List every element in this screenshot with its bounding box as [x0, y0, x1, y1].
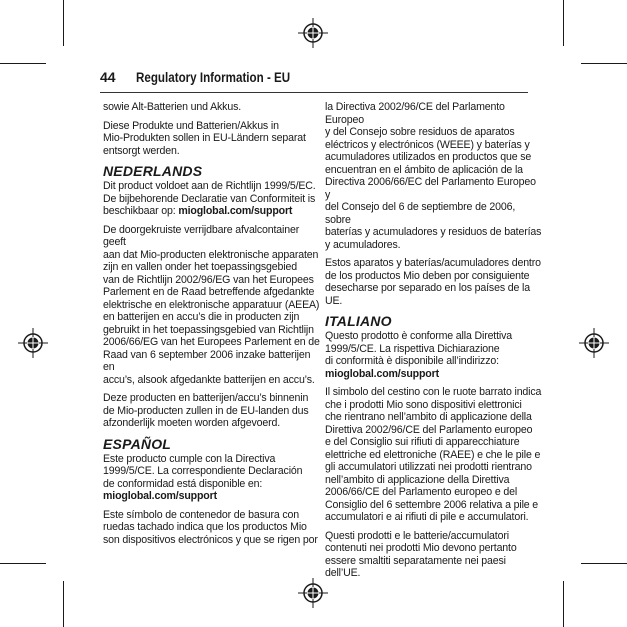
italian-conformity-paragraph: [325, 330, 543, 380]
spanish-paragraph: Estos aparatos y baterías/acumuladores dentro de los productos Mio deben por consiguiente desecharse por separado en los países de la UE.: [325, 257, 541, 307]
page-title: Regulatory Information - EU: [136, 69, 291, 85]
registration-mark-icon: [579, 328, 609, 358]
german-paragraph: sowie Alt-Batterien und Akkus.: [103, 101, 242, 113]
header-divider: [100, 92, 528, 93]
section-heading-nederlands: NEDERLANDS: [103, 163, 203, 179]
page-number: 44: [100, 69, 116, 85]
registration-mark-icon: [298, 578, 328, 608]
left-column: [103, 101, 321, 552]
page-header: [100, 66, 520, 88]
section-heading-italiano: ITALIANO: [325, 313, 392, 329]
crop-mark: [0, 63, 46, 64]
spanish-paragraph: la Directiva 2002/96/CE del Parlamento Europeo y del Consejo sobre residuos de aparatos eléctricos y electrónicos (WEEE) y baterías y acumuladores utilizados en productos que se encuentran en el ámbito de aplicación de la Directiva 2006/66/EC del Parlamento Europeo y del Consejo del 6 de septiembre de 2006, sobre baterías y acumuladores y residuos de baterías y acumuladores.: [325, 101, 542, 251]
italian-paragraph: Questi prodotti e le batterie/accumulatori contenuti nei prodotti Mio devono pertanto essere smaltiti separatamente nei paesi dell’UE.: [325, 529, 517, 579]
dutch-paragraph: De doorgekruiste verrijdbare afvalcontainer geeft aan dat Mio-producten elektronische apparaten zijn en vallen onder het toepassingsgebied van de Richtlijn 2002/96/EG van het Europees Parlement en de Raad betreffende afgedankte elektrische en elektronische apparatuur (AEEA) en batterijen en accu’s die in producten zijn gebruikt in het toepassingsgebied van Richtlijn 2006/66/EG van het Europees Parlement en de Raad van 6 september 2006 inzake batterijen en accu’s, alsook afgedankte batterijen en accu’s.: [103, 223, 320, 386]
spanish-paragraph: Este símbolo de contenedor de basura con ruedas tachado indica que los productos Mio son dispositivos electrónicos y que se rigen por: [103, 508, 318, 546]
registration-mark-icon: [298, 18, 328, 48]
support-link[interactable]: mioglobal.com/support: [103, 490, 217, 502]
section-heading-espanol: ESPAÑOL: [103, 435, 172, 452]
support-link[interactable]: mioglobal.com/support: [178, 205, 293, 217]
support-link[interactable]: mioglobal.com/support: [325, 367, 439, 380]
spanish-conformity-text: Este producto cumple con la Directiva 1999/5/CE. La correspondiente Declaración de conformidad está disponible en:: [103, 452, 303, 490]
italian-conformity-text: Questo prodotto è conforme alla Direttiva 1999/5/CE. La rispettiva Dichiarazione di conformità è disponibile all’indirizzo:: [325, 330, 512, 367]
italian-paragraph: Il simbolo del cestino con le ruote barrato indica che i prodotti Mio sono dispositivi elettronici che rientrano nell’ambito di applicazione della Direttiva 2002/96/CE del Parlamento europeo e del Consiglio sui rifiuti di apparecchiature elettriche ed elettroniche (RAEE) e che le pile e gli accumulatori utilizzati nei prodotti rientrano nell’ambito di applicazione della Direttiva 2006/66/CE del Parlamento europeo e del Consiglio del 6 settembre 2006 relativa a pile e accumulatori e ai rifiuti di pile e accumulatori.: [325, 386, 542, 523]
crop-mark: [563, 581, 564, 627]
german-paragraph: Diese Produkte und Batterien/Akkus in Mio-Produkten sollen in EU-Ländern separat entsorgt werden.: [103, 119, 306, 157]
crop-mark: [581, 63, 627, 64]
dutch-conformity-paragraph: [103, 180, 321, 218]
spanish-conformity-paragraph: [103, 453, 321, 503]
crop-mark: [63, 581, 64, 627]
registration-mark-icon: [18, 328, 48, 358]
crop-mark: [581, 563, 627, 564]
crop-mark: [63, 0, 64, 46]
crop-mark: [0, 563, 46, 564]
right-column: [325, 101, 543, 586]
crop-mark: [563, 0, 564, 46]
dutch-paragraph: Deze producten en batterijen/accu’s binnenin de Mio-producten zullen in de EU-landen dus afzonderlijk moeten worden afgevoerd.: [103, 392, 309, 429]
dutch-conformity-text: Dit product voldoet aan de Richtlijn 1999/5/EC. De bijbehorende Declaratie van Conformiteit is beschikbaar op:: [103, 180, 316, 217]
